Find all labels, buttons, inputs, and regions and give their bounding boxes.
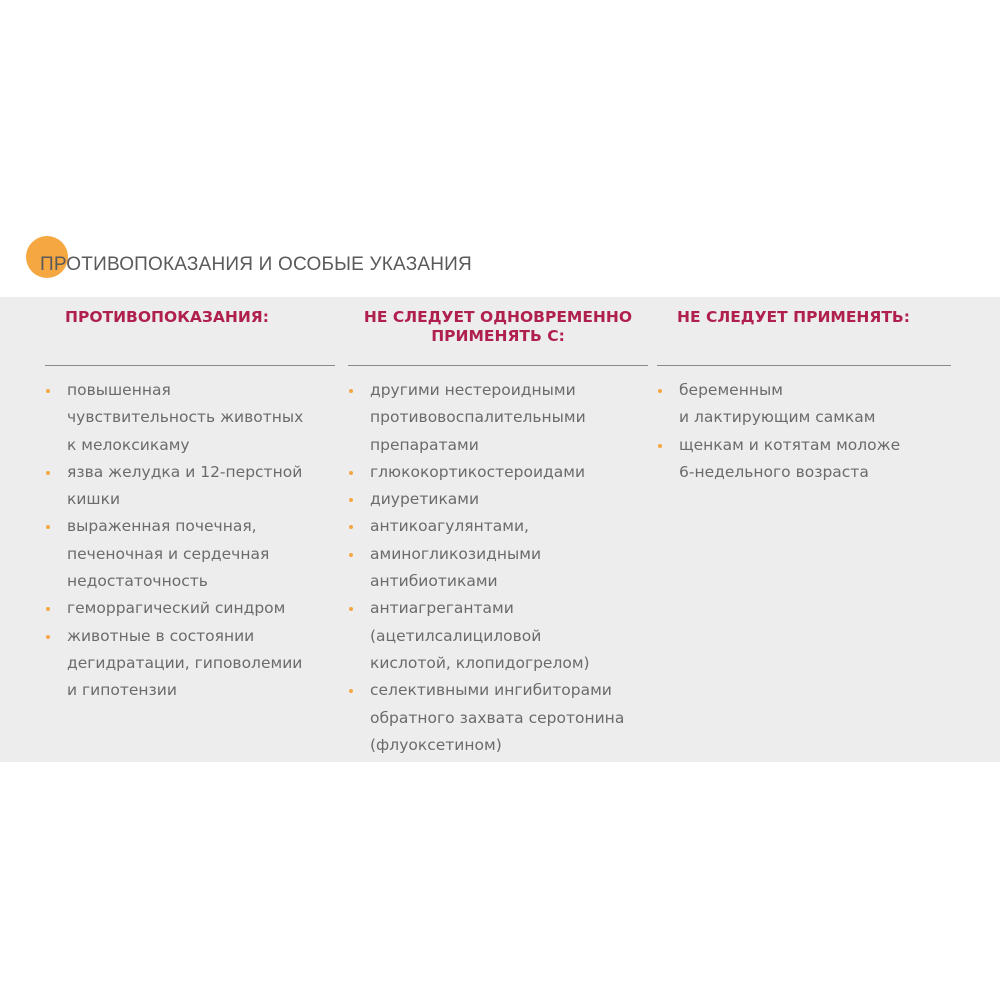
list-item-text: дегидратации, гиповолемии	[67, 653, 303, 672]
bullet-icon	[46, 389, 50, 393]
heading-line: ПРИМЕНЯТЬ С:	[431, 327, 565, 345]
bullet-icon	[46, 471, 50, 475]
info-panel	[0, 297, 1000, 762]
list-item-text: (флуоксетином)	[370, 735, 502, 754]
list-item	[45, 459, 335, 514]
list-item-text: обратного захвата серотонина	[370, 708, 625, 727]
list-item-text: аминогликозидными	[370, 544, 542, 563]
list-item-text: беременным	[679, 381, 783, 399]
list-item	[45, 595, 335, 622]
list-item-text: печеночная и сердечная	[67, 544, 270, 563]
list-item-text: противовоспалительными	[370, 408, 586, 427]
list-item-text: и лактирующим самкам	[679, 408, 876, 427]
bullet-icon	[349, 689, 353, 693]
list-item	[45, 513, 335, 595]
list-item	[348, 541, 648, 596]
column-contraindications	[45, 297, 335, 705]
list-item-text: антибиотиками	[370, 572, 498, 591]
bullet-icon	[349, 389, 353, 393]
bullet-icon	[46, 525, 50, 529]
list-item-text: животные в состоянии	[67, 626, 255, 645]
list-item-text: недостаточность	[67, 572, 208, 591]
bullet-icon	[46, 607, 50, 611]
section-title: ПРОТИВОПОКАЗАНИЯ И ОСОБЫЕ УКАЗАНИЯ	[40, 254, 472, 275]
bullet-icon	[349, 553, 353, 557]
column-not-simultaneously	[348, 297, 648, 759]
list-item	[348, 486, 648, 513]
list-item	[348, 677, 648, 759]
column-heading	[45, 297, 335, 366]
list-item-text: и гипотензии	[67, 681, 177, 700]
bullet-icon	[658, 444, 662, 448]
bullet-icon	[349, 607, 353, 611]
section-header	[26, 236, 986, 296]
list-item-text: повышенная	[67, 381, 171, 399]
bullet-list	[348, 366, 648, 759]
bullet-icon	[349, 471, 353, 475]
list-item-text: геморрагический синдром	[67, 599, 286, 618]
list-item-text: чувствительность животных	[67, 408, 304, 427]
list-item-text: диуретиками	[370, 490, 480, 509]
list-item-text: кишки	[67, 490, 121, 509]
heading-line: НЕ СЛЕДУЕТ ОДНОВРЕМЕННО	[363, 308, 633, 326]
list-item-text: (ацетилсалициловой	[370, 626, 542, 645]
list-item	[348, 595, 648, 677]
list-item-text: язва желудка и 12-перстной	[67, 462, 303, 481]
list-item	[348, 377, 648, 459]
column-do-not-use	[657, 297, 951, 486]
bullet-icon	[349, 498, 353, 502]
bullet-list	[657, 366, 951, 486]
list-item-text: глюкокортикостероидами	[370, 462, 586, 481]
bullet-icon	[349, 525, 353, 529]
bullet-list	[45, 366, 335, 705]
list-item	[657, 432, 951, 487]
heading-line: ПРОТИВОПОКАЗАНИЯ:	[65, 308, 269, 326]
list-item-text: препаратами	[370, 435, 479, 454]
list-item	[657, 377, 951, 432]
list-item-text: селективными ингибиторами	[370, 681, 612, 700]
list-item-text: антикоагулянтами,	[370, 517, 529, 536]
list-item	[45, 623, 335, 705]
column-heading	[348, 297, 648, 366]
column-heading	[657, 297, 951, 366]
list-item-text: щенкам и котятам моложе	[679, 435, 901, 454]
list-item	[348, 513, 648, 540]
bullet-icon	[46, 635, 50, 639]
list-item-text: антиагрегантами	[370, 599, 514, 618]
heading-line: НЕ СЛЕДУЕТ ПРИМЕНЯТЬ:	[677, 308, 910, 326]
bullet-icon	[658, 389, 662, 393]
list-item	[45, 377, 335, 459]
list-item-text: кислотой, клопидогрелом)	[370, 653, 590, 672]
list-item-text: к мелоксикаму	[67, 435, 190, 454]
list-item-text: 6-недельного возраста	[679, 462, 869, 481]
list-item-text: другими нестероидными	[370, 381, 576, 399]
list-item	[348, 459, 648, 486]
list-item-text: выраженная почечная,	[67, 517, 257, 536]
